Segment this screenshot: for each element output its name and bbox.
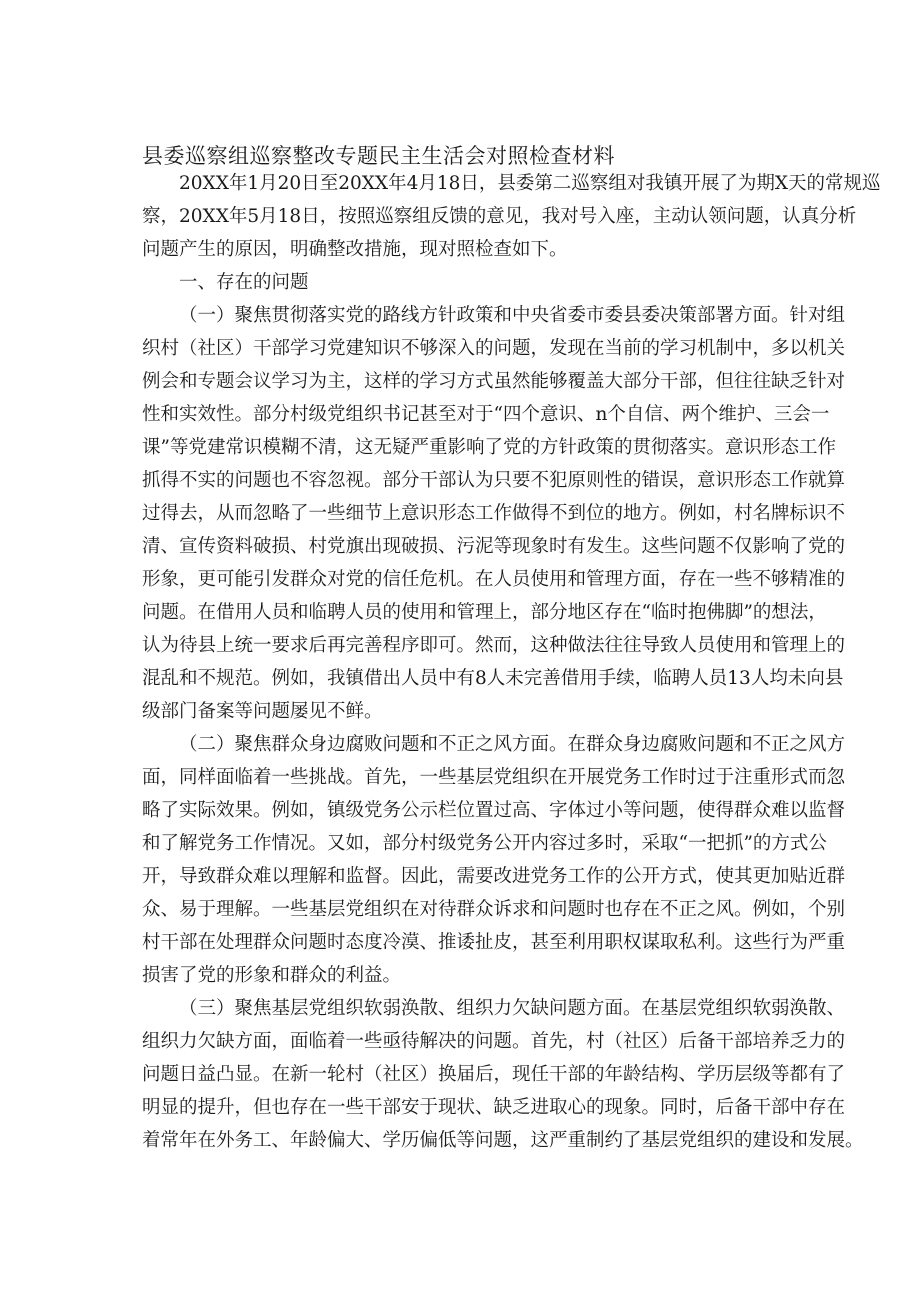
text-line: 明显的提升，但也存在一些干部安于现状、缺乏进取心的现象。同时，后备干部中存在 (142, 1097, 846, 1118)
text-line: 损害了党的形象和群众的利益。 (142, 965, 402, 986)
text-line: 问题日益凸显。在新一轮村（社区）换届后，现任干部的年龄结构、学历层级等都有了 (142, 1064, 846, 1085)
text-line: 过得去，从而忽略了一些细节上意识形态工作做得不到位的地方。例如，村名牌标识不 (142, 503, 846, 524)
text-line: 和了解党务工作情况。又如，部分村级党务公开内容过多时，采取“一把抓”的方式公 (142, 833, 827, 854)
text-line: 开，导致群众难以理解和监督。因此，需要改进党务工作的公开方式，使其更加贴近群 (142, 866, 846, 887)
text-line: 20XX年1月20日至20XX年4月18日，县委第二巡察组对我镇开展了为期X天的常规巡 (179, 173, 881, 194)
document-title: 县委巡察组巡察整改专题民主生活会对照检查材料 (142, 144, 615, 168)
text-line: 清、宣传资料破损、村党旗出现破损、污泥等现象时有发生。这些问题不仅影响了党的 (142, 536, 846, 557)
section-heading (142, 266, 782, 299)
text-line: 认为待县上统一要求后再完善程序即可。然而，这种做法往往导致人员使用和管理上的 (142, 635, 846, 656)
text-line: 例会和专题会议学习为主，这样的学习方式虽然能够覆盖大部分干部，但往往缺乏针对 (142, 371, 846, 392)
text-line: 织村（社区）干部学习党建知识不够深入的问题，发现在当前的学习机制中，多以机关 (142, 338, 846, 359)
text-line: 面，同样面临着一些挑战。首先，一些基层党组织在开展党务工作时过于注重形式而忽 (142, 767, 846, 788)
text-line: 着常年在外务工、年龄偏大、学历偏低等问题，这严重制约了基层党组织的建设和发展。 (142, 1130, 864, 1151)
text-line: 形象，更可能引发群众对党的信任危机。在人员使用和管理方面，存在一些不够精准的 (142, 569, 846, 590)
paragraph (142, 992, 864, 1157)
text-line: 一、存在的问题 (179, 272, 309, 293)
text-line: 村干部在处理群众问题时态度冷漠、推诿扯皮，甚至利用职权谋取私利。这些行为严重 (142, 932, 846, 953)
paragraph (142, 167, 881, 266)
text-line: 课”等党建常识模糊不清，这无疑严重影响了党的方针政策的贯彻落实。意识形态工作 (142, 437, 836, 458)
text-line: 性和实效性。部分村级党组织书记甚至对于“四个意识、n个自信、两个维护、三会一 (142, 404, 830, 425)
text-line: 级部门备案等问题屡见不鲜。 (142, 701, 383, 722)
text-line: 察，20XX年5月18日，按照巡察组反馈的意见，我对号入座，主动认领问题，认真分析 (142, 206, 857, 227)
text-line: 混乱和不规范。例如，我镇借出人员中有8人未完善借用手续，临聘人员13人均未向县 (142, 668, 844, 689)
document-body (142, 167, 881, 1157)
text-line: 略了实际效果。例如，镇级党务公示栏位置过高、字体过小等问题，使得群众难以监督 (142, 800, 846, 821)
text-line: （一）聚焦贯彻落实党的路线方针政策和中央省委市委县委决策部署方面。针对组 (179, 305, 846, 326)
text-line: （三）聚焦基层党组织软弱涣散、组织力欠缺问题方面。在基层党组织软弱涣散、 (179, 998, 846, 1019)
paragraph (142, 728, 846, 992)
text-line: 抓得不实的问题也不容忽视。部分干部认为只要不犯原则性的错误，意识形态工作就算 (142, 470, 846, 491)
text-line: 问题产生的原因，明确整改措施，现对照检查如下。 (142, 239, 568, 260)
text-line: （二）聚焦群众身边腐败问题和不正之风方面。在群众身边腐败问题和不正之风方 (179, 734, 846, 755)
text-line: 问题。在借用人员和临聘人员的使用和管理上，部分地区存在“临时抱佛脚”的想法， (142, 602, 827, 623)
text-line: 众、易于理解。一些基层党组织在对待群众诉求和问题时也存在不正之风。例如，个别 (142, 899, 846, 920)
text-line: 组织力欠缺方面，面临着一些亟待解决的问题。首先，村（社区）后备干部培养乏力的 (142, 1031, 846, 1052)
paragraph (142, 299, 846, 728)
